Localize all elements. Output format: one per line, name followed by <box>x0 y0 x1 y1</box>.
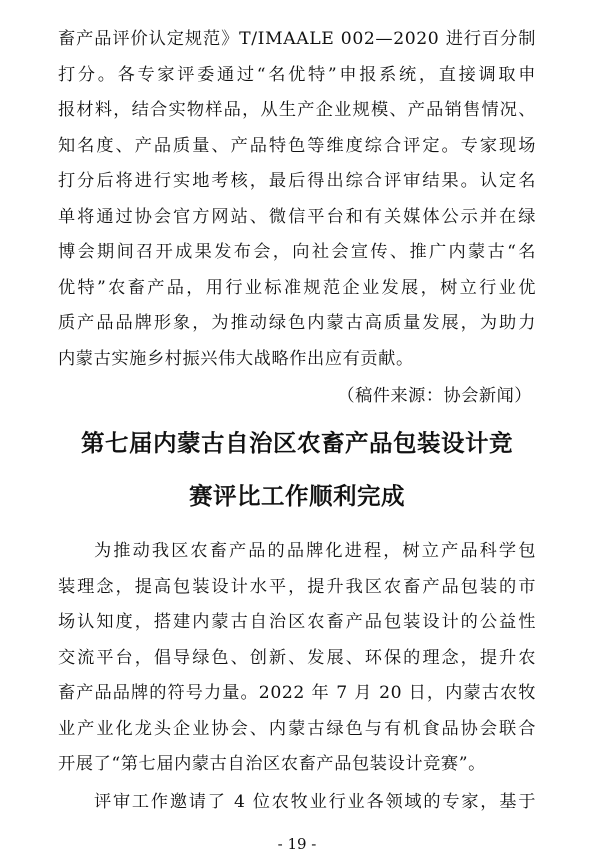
paragraph-1-line: 内蒙古实施乡村振兴伟大战略作出应有贡献。 <box>58 348 414 369</box>
paragraph-1-line: 知名度、产品质量、产品特色等维度综合评定。专家现场 <box>58 135 536 156</box>
paragraph-2-line: 开展了“第七届内蒙古自治区农畜产品包装设计竞赛”。 <box>58 754 486 774</box>
paragraph-1 <box>58 22 536 377</box>
paragraph-2-line: 业产业化龙头企业协会、内蒙古绿色与有机食品协会联合 <box>58 718 536 739</box>
paragraph-2-line: 畜产品品牌的符号力量。2022 年 7 月 20 日，内蒙古农牧 <box>58 683 536 703</box>
paragraph-1-line: 畜产品评价认定规范》T/IMAALE 002—2020 进行百分制 <box>58 29 536 49</box>
page-number: - 19 - <box>277 835 317 853</box>
paragraph-1-line: 打分。各专家评委通过“名优特”申报系统，直接调取申 <box>58 64 536 85</box>
paragraph-2-line: 场认知度，搭建内蒙古自治区农畜产品包装设计的公益性 <box>58 612 536 632</box>
paragraph-1-line: 报材料，结合实物样品，从生产企业规模、产品销售情况、 <box>58 100 536 120</box>
paragraph-1-line: 博会期间召开成果发布会，向社会宣传、推广内蒙古“名 <box>58 242 536 262</box>
paragraph-2 <box>58 534 536 783</box>
paragraph-3 <box>58 785 536 821</box>
article-title-line-1: 第七届内蒙古自治区农畜产品包装设计竞 <box>81 429 513 457</box>
article-title-line-2: 赛评比工作顺利完成 <box>189 482 405 510</box>
paragraph-1-line: 单将通过协会官方网站、微信平台和有关媒体公示并在绿 <box>58 206 536 227</box>
paragraph-2-line: 交流平台，倡导绿色、创新、发展、环保的理念，提升农 <box>58 647 536 668</box>
paragraph-1-line: 优特”农畜产品，用行业标准规范企业发展，树立行业优 <box>58 277 536 298</box>
paragraph-1-line: 质产品品牌形象，为推动绿色内蒙古高质量发展，为助力 <box>58 313 536 333</box>
paragraph-2-line: 装理念，提高包装设计水平，提升我区农畜产品包装的市 <box>58 576 536 597</box>
paragraph-2-line: 为推动我区农畜产品的品牌化进程，树立产品科学包 <box>94 541 536 561</box>
paragraph-3-line: 评审工作邀请了 4 位农牧业行业各领域的专家，基于 <box>94 792 536 812</box>
paragraph-1-line: 打分后将进行实地考核，最后得出综合评审结果。认定名 <box>58 171 536 191</box>
source-note: （稿件来源：协会新闻） <box>337 386 532 406</box>
